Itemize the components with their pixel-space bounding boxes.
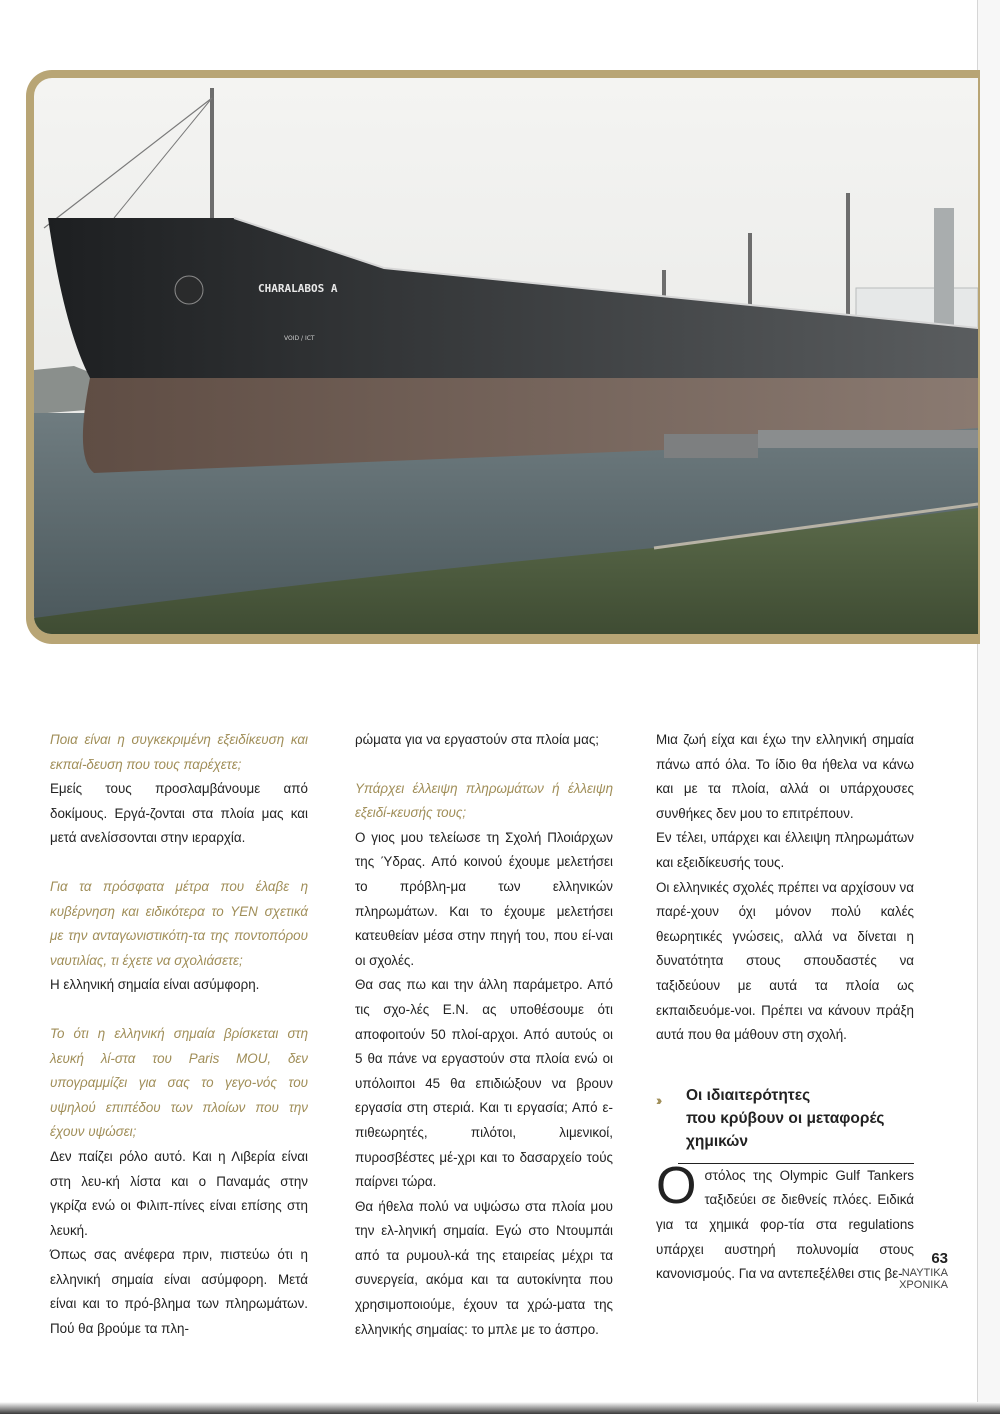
column-2 — [355, 728, 613, 1342]
paragraph-3: Οι ελληνικές σχολές πρέπει να αρχίσουν να παρέ-χουν όχι μόνον πολύ καλές θεωρητικές γνώσεις, αλλά να δίνεται η δυνατότητα στους σπουδαστές να ταξιδεύουν με αυτά τα πλοία ως εκπαιδευόμε-νοι. Πρέπει να κάνουν πράξη αυτά που θα μάθουν στη σχολή. — [656, 879, 914, 1043]
paragraph-2: Εν τέλει, υπάρχει και έλλειψη πληρωμάτων και εξειδίκευσής τους. — [656, 830, 914, 870]
question-4: Υπάρχει έλλειψη πληρωμάτων ή έλλειψη εξειδί-κευσής τους; — [355, 780, 613, 821]
question-2: Για τα πρόσφατα μέτρα που έλαβε η κυβέρνηση και ειδικότερα το ΥΕΝ σχετικά με την ανταγωνιστικότη-τα της ποντοπόρου ναυτιλίας, τι έχετε να σχολιάσετε; — [50, 878, 308, 968]
heading-line-2: που κρύβουν οι μεταφορές — [686, 1109, 885, 1127]
answer-3b: Όπως σας ανέφερα πριν, πιστεύω ότι η ελληνική σημαία είναι ασύμφορη. Μετά είναι και το πρό-βλημα των πληρωμάτων. Πού θα βρούμε τα πλη- — [50, 1247, 308, 1337]
answer-1: Εμείς τους προσλαμβάνουμε από δοκίμους. Εργά-ζονται στα πλοία μας και μετά ανελίσσονται στην ιεραρχία. — [50, 781, 308, 846]
column-1 — [50, 728, 308, 1342]
hull-mark: VOID / ICT — [284, 335, 315, 342]
answer-4a: Ο γιος μου τελείωσε τη Σχολή Πλοιάρχων της Ύδρας. Από κοινού έχουμε μελετήσει το πρόβλη-μα των ελληνικών πληρωμάτων. Και το έχουμε μελετήσει κατευθείαν μέσα στην πηγή του, που εί-ναι οι σχολές. — [355, 829, 613, 968]
section-heading — [656, 1084, 914, 1164]
answer-4c: Θα ήθελα πολύ να υψώσω στα πλοία μου την ελ-ληνική σημαία. Εγώ στο Ντουμπάι από τα ρυμουλ-κά της εταιρείας μέχρι τα συνεργεία, ακόμα και τα αυτοκίνητα που χρησιμοποιούμε, έχουν τα χρώ-ματα της ελληνικής σημαίας: το μπλε με το άσπρο. — [355, 1198, 613, 1337]
paragraph-4-text: στόλος της Olympic Gulf Tankers ταξιδεύει σε διεθνείς πλόες. Ειδικά για τα χημικά φορ-τία στα regulations υπάρχει αυστηρή πολυνομία στους κανονισμούς. Για να αντεπεξέλθει στις βε- — [656, 1167, 914, 1282]
ship-name: CHARALABOS A — [258, 282, 338, 295]
column-3 — [656, 728, 914, 1287]
page-number: 63 — [931, 1250, 948, 1267]
answer-2: Η ελληνική σημαία είναι ασύμφορη. — [50, 977, 260, 993]
question-1: Ποια είναι η συγκεκριμένη εξειδίκευση και εκπαί-δευση που τους παρέχετε; — [50, 732, 308, 772]
answer-3a: Δεν παίζει ρόλο αυτό. Και η Λιβερία είναι στη λευ-κή λίστα και ο Παναμάς στην γκρίζα ενώ οι Φιλιπ-πίνες είναι επίσης στη λευκή. — [50, 1148, 308, 1238]
question-3: Το ότι η ελληνική σημαία βρίσκεται στη λευκή λί-στα του Paris MOU, δεν υπογραμμίζει για σας το γεγο-νός του υψηλού επιπέδου των πλοίων που την έχουν υψώσει; — [50, 1025, 308, 1140]
answer-4b: Θα σας πω και την άλλη παράμετρο. Από τις σχο-λές Ε.Ν. ας υποθέσουμε ότι αποφοιτούν 50 πλοί-αρχοι. Από αυτούς οι 5 θα πάνε να εργαστούν στα πλοία ενώ οι υπόλοιποι 45 θα επιδιώξουν να βρουν εργασία στη στεριά. Και τι εργασία; Από ε-πιθεωρητές, πιλότοι, λιμενικοί, πυροσβέστες μέ-χρι και το δασαρχείο τούς παίρνει τώρα. — [355, 977, 613, 1190]
anchor-icon — [175, 276, 203, 304]
paragraph-4 — [656, 1156, 914, 1287]
drop-cap: Ο — [656, 1156, 697, 1215]
continuation: ρώματα για να εργαστούν στα πλοία μας; — [355, 732, 600, 747]
heading-rule — [678, 1153, 914, 1164]
magazine-name-line-2: ΧΡΟΝΙΚΑ — [899, 1279, 948, 1291]
scan-bottom-edge — [0, 1402, 1000, 1414]
magazine-name-line-1: ΝΑΥΤΙΚΑ — [901, 1267, 948, 1279]
tanker-photo — [34, 78, 978, 634]
page-edge — [977, 0, 1000, 1414]
paragraph-1: Μια ζωή είχα και έχω την ελληνική σημαία πάνω από όλα. Το ίδιο θα ήθελα να κάνω και με τα πλοία, αλλά οι υπάρχουσες συνθήκες δεν μου το επιτρέπουν. — [656, 732, 914, 821]
heading-line-1: Οι ιδιαιτερότητες — [686, 1086, 811, 1104]
heading-line-3: χημικών — [686, 1132, 749, 1150]
double-chevron-icon: ›› — [656, 1091, 660, 1108]
page-footer — [880, 1250, 948, 1291]
